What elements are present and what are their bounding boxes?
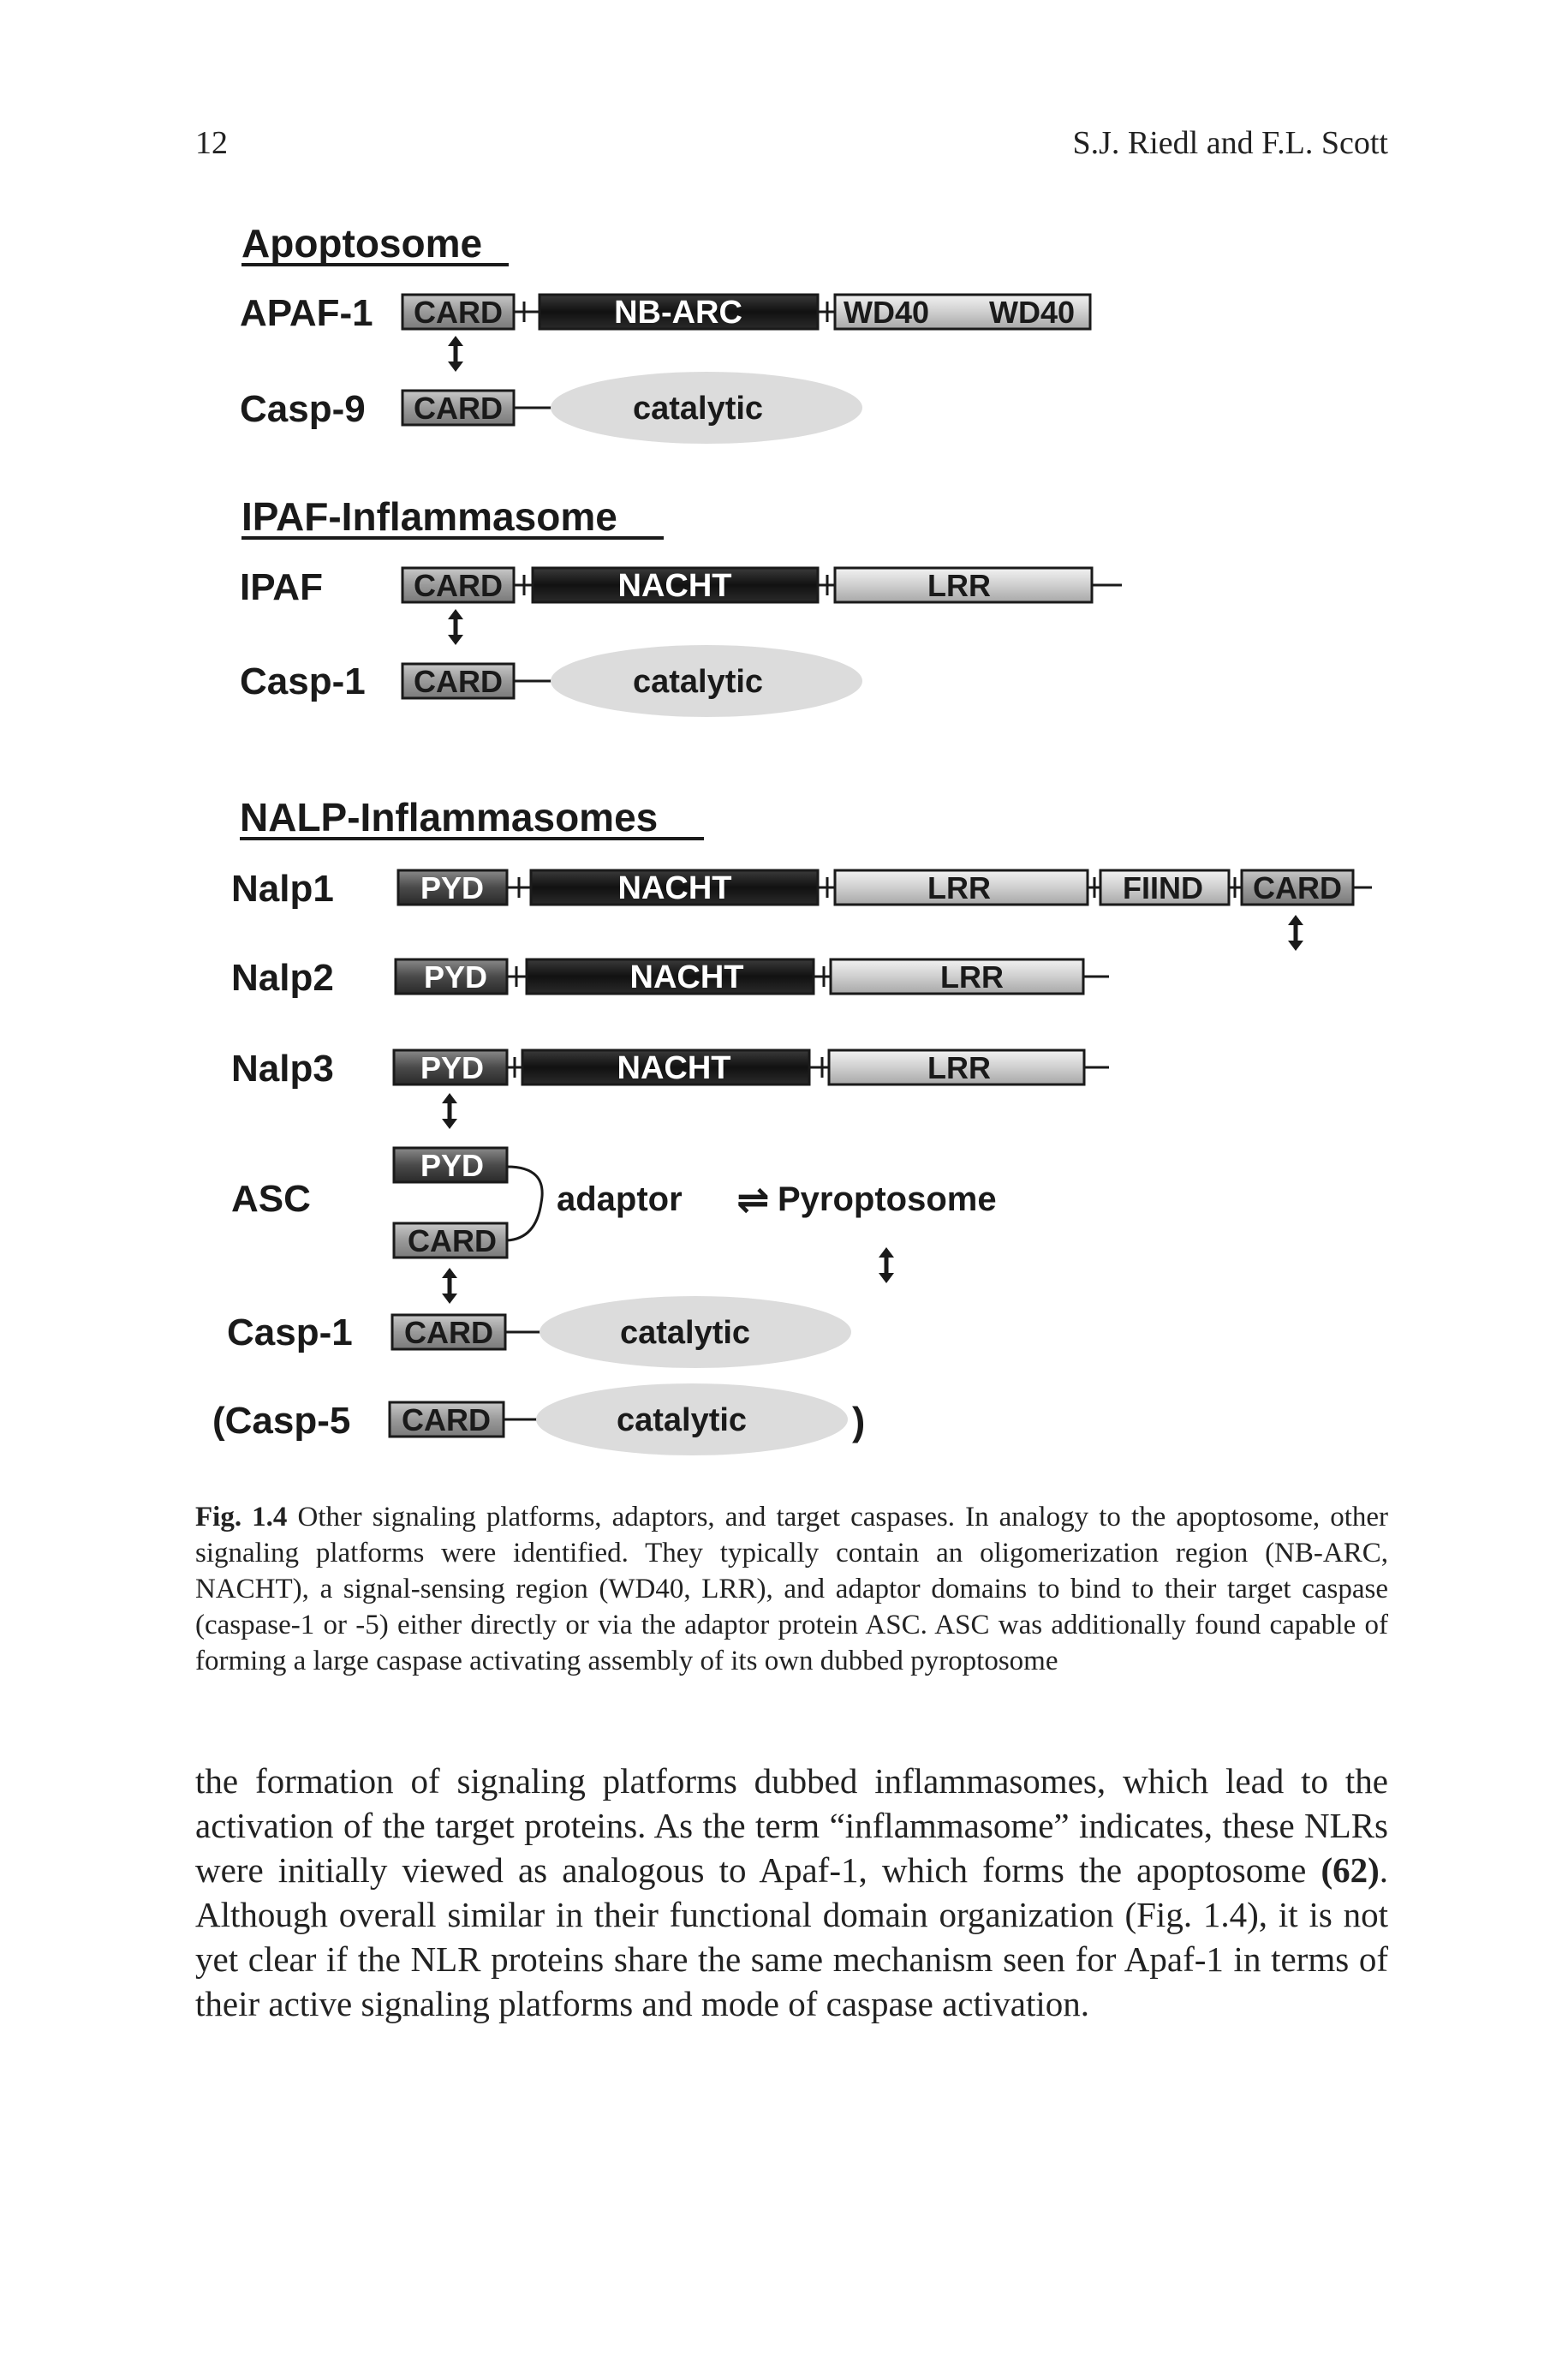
citation-ref: (62) <box>1321 1850 1380 1890</box>
interaction-arrow-apaf1-casp9 <box>448 336 463 372</box>
asc-adaptor-label: adaptor <box>557 1180 683 1218</box>
nalp3-pyd-label: PYD <box>420 1050 485 1085</box>
interaction-arrow-asc-casp1 <box>442 1268 457 1304</box>
nalp-casp1-label: Casp-1 <box>227 1311 353 1353</box>
casp9-catalytic-label: catalytic <box>632 391 764 427</box>
asc-label: ASC <box>231 1178 311 1220</box>
nalp-casp1-catalytic-label: catalytic <box>619 1315 751 1351</box>
ipaf-label: IPAF <box>240 566 323 608</box>
interaction-arrow-pyroptosome <box>879 1247 894 1283</box>
asc-linker <box>507 1167 542 1240</box>
nalp1-card-label: CARD <box>1253 870 1342 905</box>
nalp-title: NALP-Inflammasomes <box>240 795 659 839</box>
casp9-card-label: CARD <box>414 391 503 426</box>
ipaf-casp1-catalytic-label: catalytic <box>632 664 764 700</box>
asc-equilibrium-arrow: ⇌ <box>736 1177 770 1222</box>
page-number: 12 <box>195 125 228 161</box>
casp5-catalytic-label: catalytic <box>616 1402 748 1438</box>
nalp2-lrr-label: LRR <box>940 959 1004 995</box>
casp5-close-paren: ) <box>852 1399 866 1443</box>
ipaf-title: IPAF-Inflammasome <box>241 494 617 539</box>
apaf1-wd40b-label: WD40 <box>988 295 1076 330</box>
nalp-casp1-card-label: CARD <box>404 1315 493 1350</box>
apaf1-nbarc-label: NB-ARC <box>614 295 742 331</box>
apaf1-wd40a-label: WD40 <box>843 295 930 330</box>
interaction-arrow-nalp1-card <box>1288 915 1303 951</box>
ipaf-casp1-card-label: CARD <box>414 664 503 699</box>
nalp2-nacht-label: NACHT <box>629 959 744 995</box>
nalp2-label: Nalp2 <box>231 957 334 999</box>
body-paragraph <box>195 1759 1388 2026</box>
casp9-label: Casp-9 <box>240 388 366 430</box>
body-text-after-ref: . Although overall similar in their functional domain organization (Fig. 1.4), it is not yet clear if the NLR proteins share the same mechanism seen for Apaf-1 in terms of their active signaling platforms and mode of caspase activation. <box>195 1850 1388 2023</box>
nalp3-label: Nalp3 <box>231 1048 334 1090</box>
nalp2-pyd-label: PYD <box>423 959 488 995</box>
figure-caption-label: Fig. 1.4 <box>195 1502 288 1533</box>
interaction-arrow-nalp3-asc <box>442 1093 457 1129</box>
figure-caption-text: Other signaling platforms, adaptors, and target caspases. In analogy to the apoptosome, other signaling platforms were identified. They typically contain an oligomerization region (NB-ARC, NACHT), a signal-sensing region (WD40, LRR), and adaptor domains to bind to their target caspase (caspase-1 or -5) either directly or via the adaptor protein ASC. ASC was additionally found capable of forming a large caspase activating assembly of its own dubbed pyroptosome <box>195 1502 1388 1676</box>
nalp1-pyd-label: PYD <box>420 870 485 905</box>
running-header-authors: S.J. Riedl and F.L. Scott <box>1072 125 1388 161</box>
nalp1-lrr-label: LRR <box>927 870 991 905</box>
ipaf-nacht-label: NACHT <box>617 568 732 604</box>
apoptosome-title: Apoptosome <box>241 221 483 266</box>
apaf1-label: APAF-1 <box>240 292 373 334</box>
asc-card-label: CARD <box>408 1223 497 1258</box>
figure-caption <box>195 1499 1388 1679</box>
nalp1-fiind-label: FIIND <box>1123 870 1203 905</box>
asc-pyd-label: PYD <box>420 1148 485 1183</box>
body-text-before-ref: the formation of signaling platforms dubbed inflammasomes, which lead to the activation of the target proteins. As the term “inflammasome” indicates, these NLRs were initially viewed as analogous to Apaf-1, which forms the apoptosome <box>195 1761 1388 1890</box>
pyroptosome-label: Pyroptosome <box>778 1180 997 1218</box>
ipaf-casp1-label: Casp-1 <box>240 660 366 702</box>
interaction-arrow-ipaf-casp1 <box>448 609 463 645</box>
casp5-card-label: CARD <box>402 1402 491 1437</box>
nalp3-lrr-label: LRR <box>927 1050 991 1085</box>
nalp1-label: Nalp1 <box>231 868 334 910</box>
casp5-label: (Casp-5 <box>212 1400 351 1442</box>
nalp1-nacht-label: NACHT <box>617 870 732 906</box>
ipaf-card-label: CARD <box>414 568 503 603</box>
ipaf-lrr-label: LRR <box>927 568 991 603</box>
apaf1-card-label: CARD <box>414 295 503 330</box>
nalp3-nacht-label: NACHT <box>617 1050 731 1086</box>
